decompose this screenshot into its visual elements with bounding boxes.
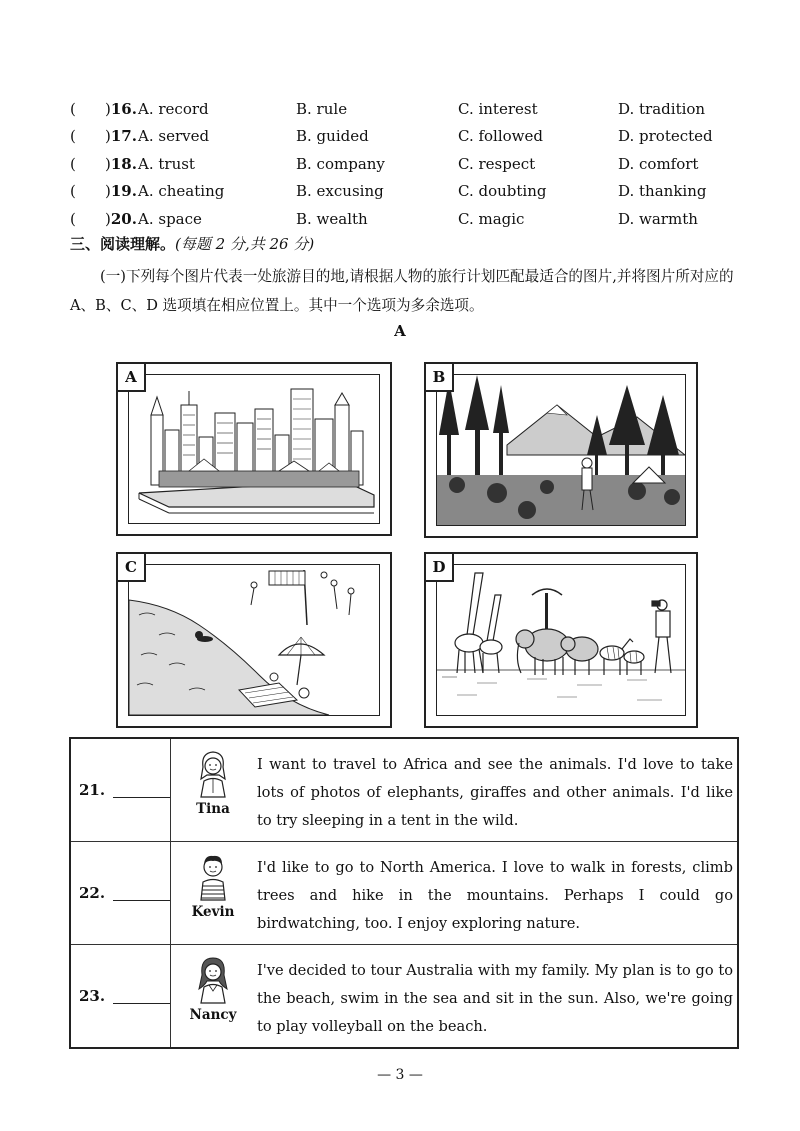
table-row xyxy=(71,842,737,945)
question-number: 21. xyxy=(79,781,106,799)
option-a: A. served xyxy=(138,127,210,146)
option-b: B. company xyxy=(296,154,385,173)
answer-cell xyxy=(71,945,171,1047)
girl-avatar-icon xyxy=(195,955,231,1005)
option-c: C. respect xyxy=(458,154,536,173)
person-name: Kevin xyxy=(191,904,235,920)
option-a: A. trust xyxy=(138,154,195,173)
person-name: Nancy xyxy=(189,1007,237,1023)
part-label: A xyxy=(394,322,406,340)
picture-label: A xyxy=(116,362,146,392)
picture-label: C xyxy=(116,552,146,582)
option-a: A. space xyxy=(138,209,202,228)
answer-blank[interactable] xyxy=(113,782,170,798)
answer-bracket-close: )18. xyxy=(105,154,137,173)
beach-icon xyxy=(129,565,379,715)
travel-plan-text: I've decided to tour Australia with my family. My plan is to go to the beach, swim in the sea and sit in the sun. Also, we're going to play volleyball on the beach. xyxy=(257,962,733,1035)
girl-avatar-icon xyxy=(195,749,231,799)
boy-avatar-icon xyxy=(195,852,231,902)
option-c: C. magic xyxy=(458,209,525,228)
question-number: 22. xyxy=(79,884,106,902)
option-d: D. thanking xyxy=(618,182,707,201)
section-score: (每题 2 分,共 26 分) xyxy=(175,235,315,253)
person-cell xyxy=(181,945,245,1047)
picture-label: B xyxy=(424,362,454,392)
person-cell xyxy=(181,739,245,841)
table-row xyxy=(71,945,737,1047)
question-row xyxy=(0,127,800,154)
answer-blank[interactable] xyxy=(113,885,170,901)
question-row xyxy=(0,100,800,127)
option-d: D. warmth xyxy=(618,209,698,228)
option-a: A. cheating xyxy=(138,182,225,201)
answer-blank[interactable] xyxy=(113,988,170,1004)
option-b: B. rule xyxy=(296,100,348,118)
answer-cell xyxy=(71,842,171,944)
picture-label: D xyxy=(424,552,454,582)
option-b: B. excusing xyxy=(296,182,384,201)
question-number: 18. xyxy=(110,154,137,173)
answer-bracket-open: ( xyxy=(70,182,76,201)
person-name: Tina xyxy=(196,801,230,817)
matching-table xyxy=(69,737,739,1049)
option-d: D. protected xyxy=(618,127,713,146)
question-number: 17. xyxy=(110,127,137,146)
answer-bracket-open: ( xyxy=(70,209,76,228)
option-d: D. tradition xyxy=(618,100,706,118)
question-number: 19. xyxy=(110,182,137,201)
answer-bracket-close: )20. xyxy=(105,209,137,228)
city-skyline-icon xyxy=(129,375,379,523)
beach-illustration xyxy=(128,564,380,716)
answer-bracket-close: )19. xyxy=(105,182,137,201)
forest-illustration xyxy=(436,374,686,526)
table-row xyxy=(71,739,737,842)
forest-mountains-icon xyxy=(437,375,685,525)
travel-plan-text: I want to travel to Africa and see the animals. I'd love to take lots of photos of elephants, giraffes and other animals. I'd like to try sleeping in a tent in the wild. xyxy=(257,756,733,829)
section-title: 三、阅读理解。 xyxy=(70,235,176,253)
travel-plan-text: I'd like to go to North America. I love to walk in forests, climb trees and hike in the mountains. Perhaps I could go birdwatching, too. I enjoy exploring nature. xyxy=(257,859,733,932)
option-a: A. record xyxy=(138,100,209,118)
option-d: D. comfort xyxy=(618,154,699,173)
answer-bracket-open: ( xyxy=(70,127,76,146)
answer-bracket-open: ( xyxy=(70,100,76,118)
picture-c xyxy=(116,552,392,728)
cloze-options xyxy=(0,100,800,237)
section-heading xyxy=(70,233,314,254)
person-cell xyxy=(181,842,245,944)
instructions: (一)下列每个图片代表一处旅游目的地,请根据人物的旅行计划匹配最适合的图片,并将图片所对应的 A、B、C、D 选项填在相应位置上。其中一个选项为多余选项。 xyxy=(70,268,734,314)
option-b: B. guided xyxy=(296,127,369,146)
answer-cell xyxy=(71,739,171,841)
option-c: C. followed xyxy=(458,127,544,146)
city-illustration xyxy=(128,374,380,524)
option-c: C. doubting xyxy=(458,182,547,201)
option-c: C. interest xyxy=(458,100,538,118)
picture-d xyxy=(424,552,698,728)
question-number: 23. xyxy=(79,987,106,1005)
answer-bracket-open: ( xyxy=(70,154,76,173)
picture-b xyxy=(424,362,698,538)
safari-animals-icon xyxy=(437,565,685,715)
option-b: B. wealth xyxy=(296,209,368,228)
page-number: — 3 — xyxy=(377,1067,423,1083)
answer-bracket-close: )16. xyxy=(105,100,137,118)
safari-illustration xyxy=(436,564,686,716)
question-row xyxy=(0,182,800,209)
question-number: 16. xyxy=(110,100,137,118)
question-row xyxy=(0,155,800,182)
answer-bracket-close: )17. xyxy=(105,127,137,146)
picture-a xyxy=(116,362,392,536)
question-number: 20. xyxy=(110,209,137,228)
